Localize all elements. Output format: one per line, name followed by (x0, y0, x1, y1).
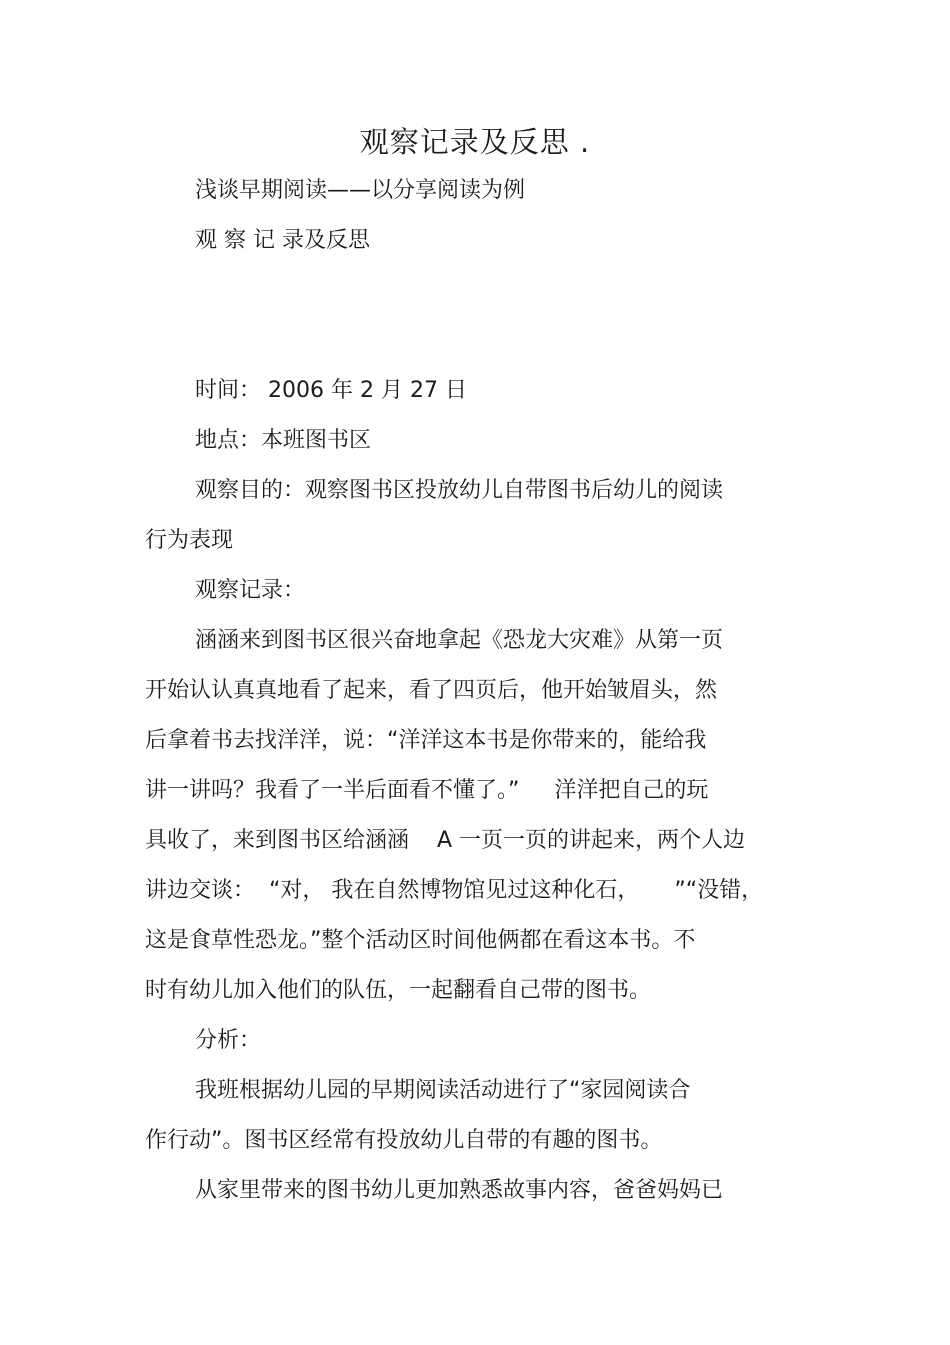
time-line: 时间： 2006 年 2 月 27 日 (195, 378, 467, 403)
purpose-line: 观察目的：观察图书区投放幼儿自带图书后幼儿的阅读 (195, 478, 724, 503)
record-line: 开始认认真真地看了起来，看了四页后，他开始皱眉头，然 (145, 678, 718, 703)
record-line: 具收了，来到图书区给涵涵 A 一页一页的讲起来，两个人边 (145, 828, 746, 853)
record-line: 时有幼儿加入他们的队伍，一起翻看自己带的图书。 (145, 978, 652, 1003)
subtitle: 浅谈早期阅读——以分享阅读为例 (195, 178, 526, 203)
record-line: 后拿着书去找洋洋，说：“洋洋这本书是你带来的，能给我 (145, 728, 707, 753)
record-line: 这是食草性恐龙。”整个活动区时间他俩都在看这本书。不 (145, 928, 696, 953)
page-title: 观察记录及反思 . (359, 125, 591, 159)
record-line: 讲边交谈： “对， 我在自然博物馆见过这种化石， ”“没错， (145, 878, 764, 903)
record-line: 涵涵来到图书区很兴奋地拿起《恐龙大灾难》从第一页 (195, 628, 724, 653)
record-label: 观察记录： (195, 578, 306, 603)
place-line: 地点：本班图书区 (195, 428, 372, 453)
analysis-line: 作行动”。图书区经常有投放幼儿自带的有趣的图书。 (145, 1128, 663, 1153)
analysis-line: 我班根据幼儿园的早期阅读活动进行了“家园阅读合 (195, 1078, 691, 1103)
record-line: 讲一讲吗？我看了一半后面看不懂了。” 洋洋把自己的玩 (145, 778, 709, 803)
analysis-label: 分析： (195, 1028, 262, 1053)
heading-repeat: 观 察 记 录及反思 (195, 228, 370, 253)
analysis-line: 从家里带来的图书幼儿更加熟悉故事内容，爸爸妈妈已 (195, 1178, 724, 1203)
purpose-line: 行为表现 (145, 528, 234, 553)
